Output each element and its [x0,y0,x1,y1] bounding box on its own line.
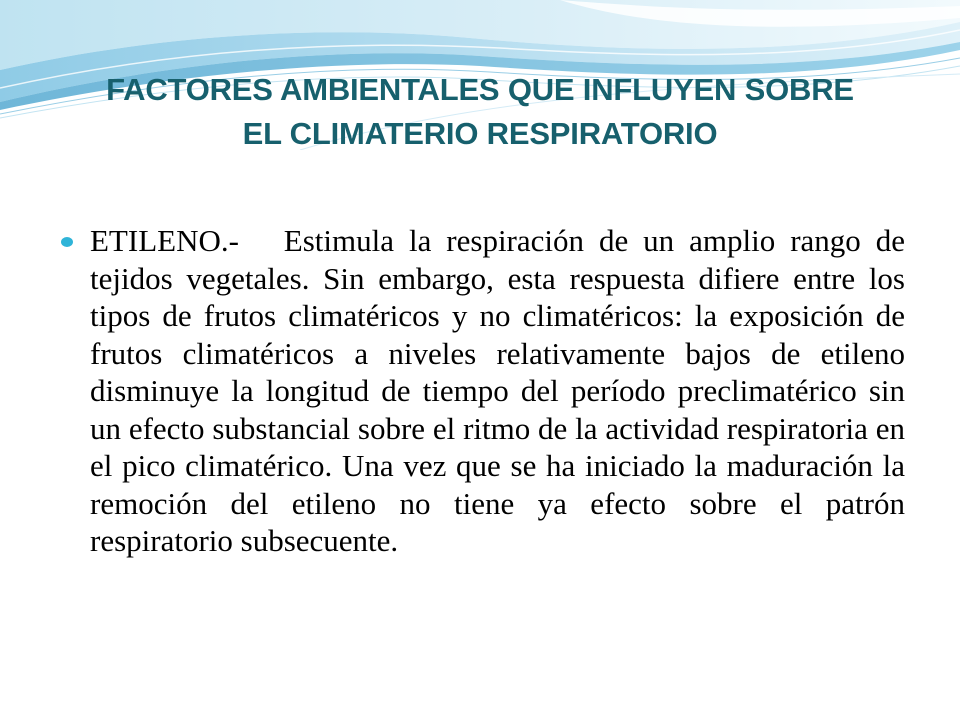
bullet-text [90,222,905,560]
slide-title [40,68,920,156]
slide-content [55,222,905,560]
slide-title-line-2: EL CLIMATERIO RESPIRATORIO [242,116,718,151]
slide-title-line-1: FACTORES AMBIENTALES QUE INFLUYEN SOBRE [106,72,854,107]
bullet-lead: ETILENO.- [90,223,239,258]
bullet-body: Estimula la respiración de un amplio rango de tejidos vegetales. Sin embargo, esta respuesta difiere entre los tipos de frutos climatéricos y no climatéricos: la exposición de frutos climatéricos a niveles relativamente bajos de etileno disminuye la longitud de tiempo del período preclimatérico sin un efecto substancial sobre el ritmo de la actividad respiratoria en el pico climatérico. Una vez que se ha iniciado la maduración la remoción del etileno no tiene ya efecto sobre el patrón respiratorio subsecuente. [90,223,905,558]
bullet-dot-icon [61,237,73,247]
bullet-item [55,222,905,560]
